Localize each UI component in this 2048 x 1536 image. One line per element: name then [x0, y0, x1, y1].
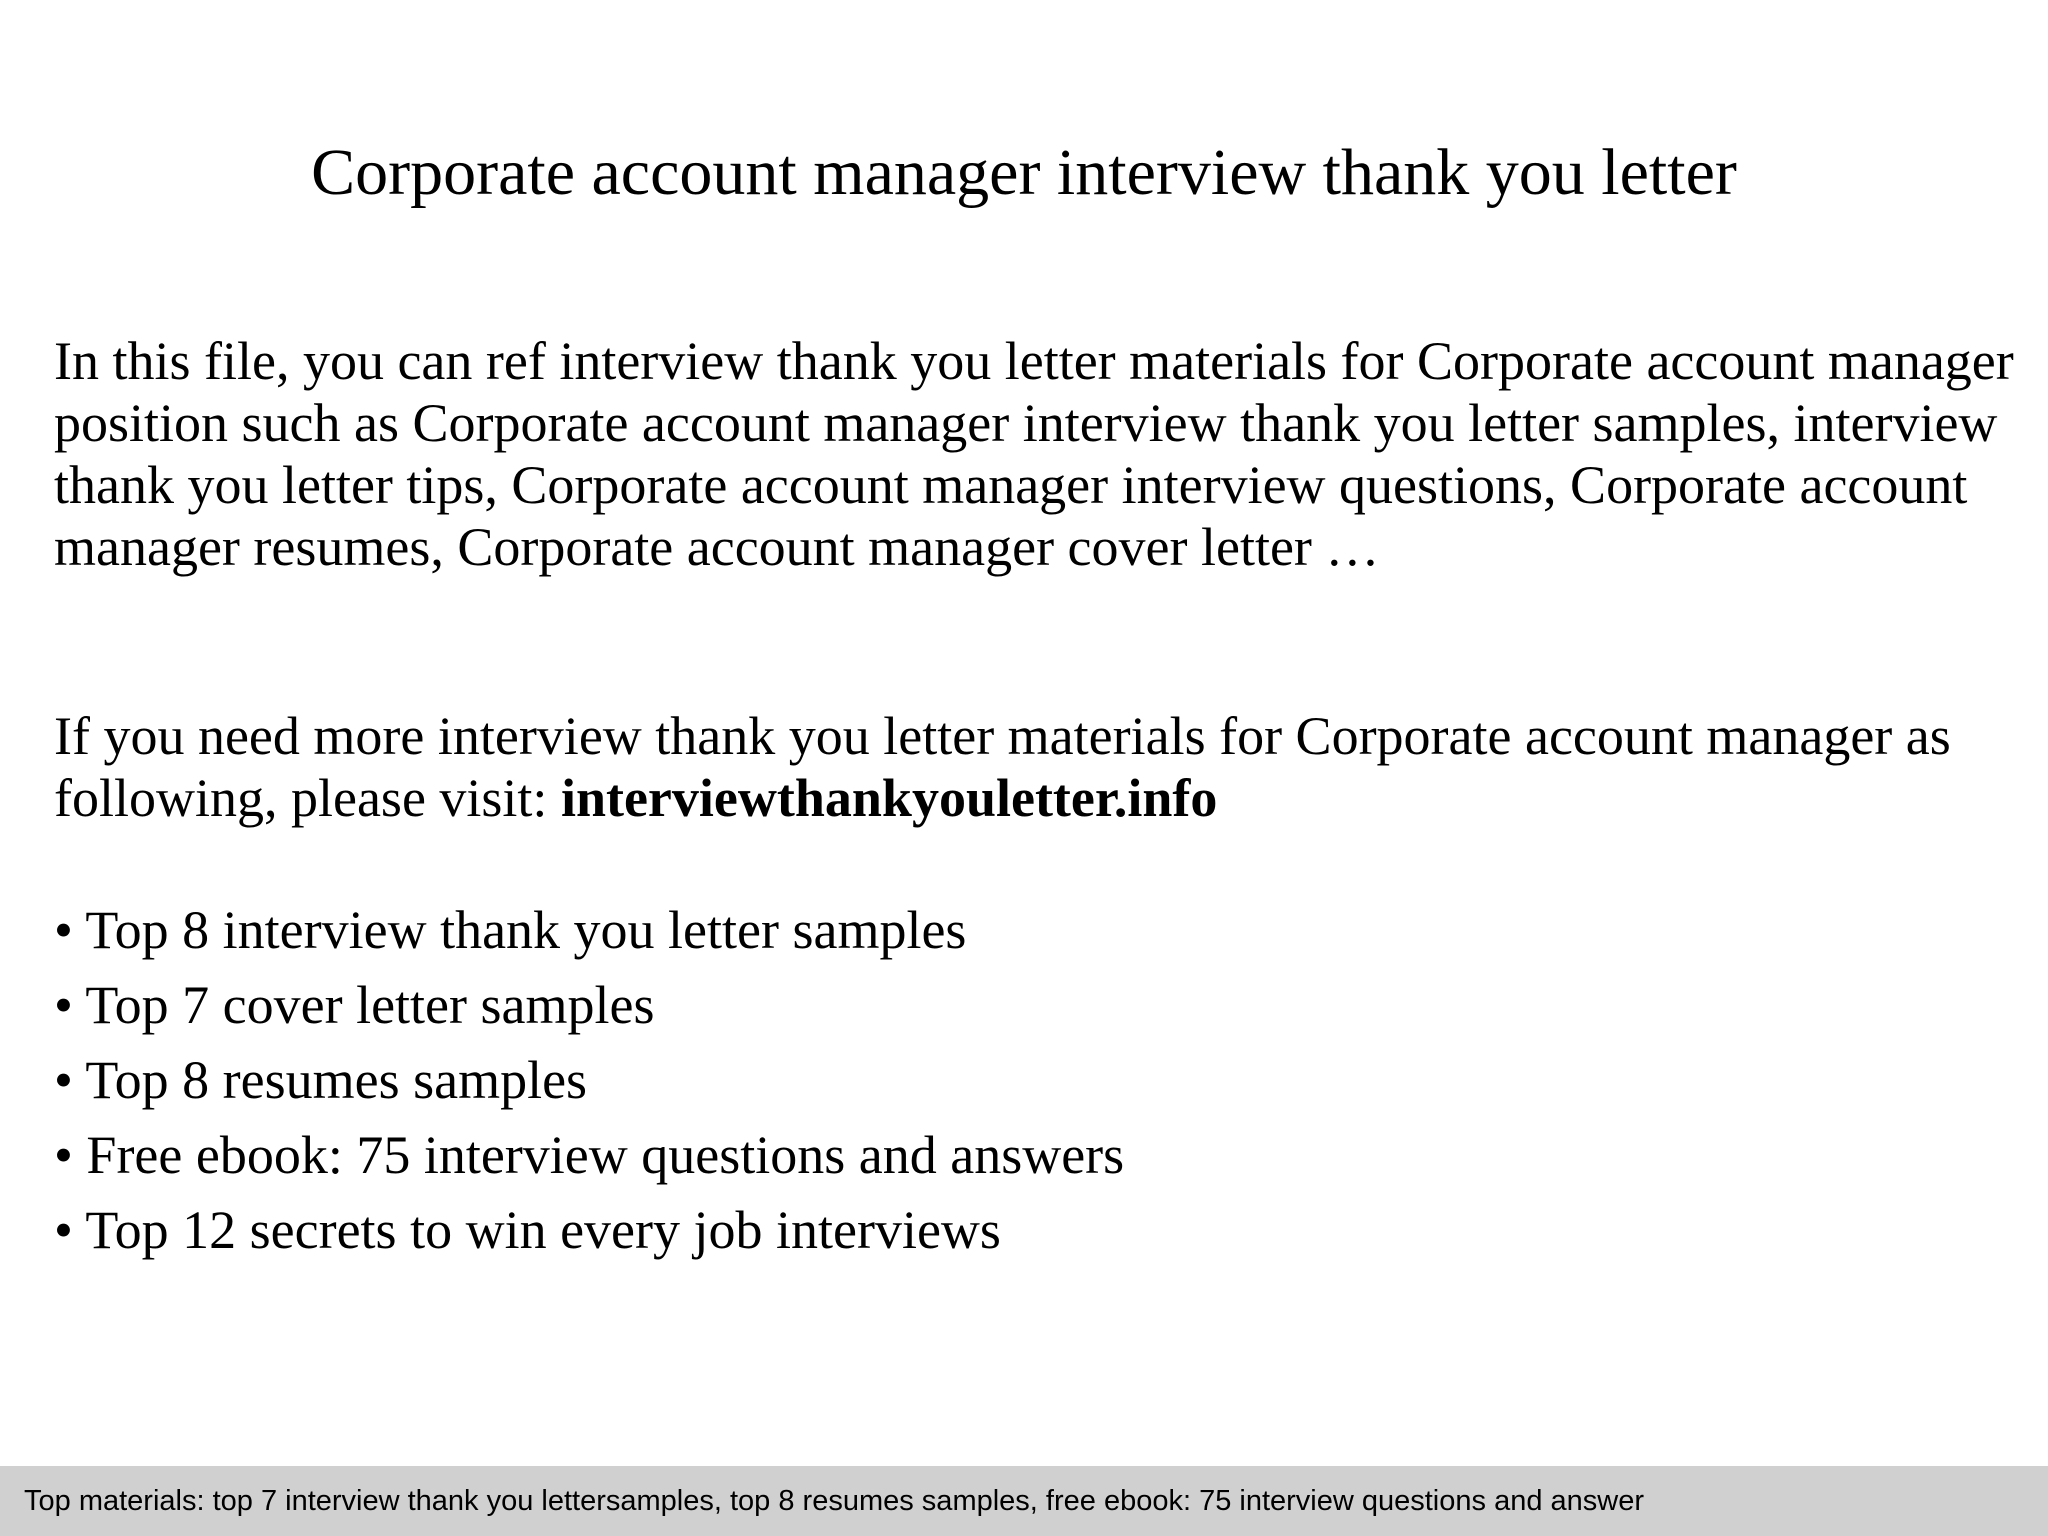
list-item[interactable]: • Top 7 cover letter samples	[54, 975, 655, 1035]
visit-paragraph	[54, 705, 2014, 829]
list-item[interactable]: • Top 12 secrets to win every job interviews	[54, 1200, 1001, 1260]
intro-paragraph: In this file, you can ref interview thank you letter materials for Corporate account manager position such as Corporate account manager interview thank you letter samples, interview thank you letter tips, Corporate account manager interview questions, Corporate account manager resumes, Corporate account manager cover letter …	[54, 331, 2014, 577]
page-title: Corporate account manager interview thank you letter	[311, 136, 1737, 209]
list-item[interactable]: • Top 8 resumes samples	[54, 1050, 588, 1110]
list-item[interactable]: • Top 8 interview thank you letter samples	[54, 900, 967, 960]
footer-text: Top materials: top 7 interview thank you lettersamples, top 8 resumes samples, free ebook: 75 interview questions and answer	[24, 1485, 1644, 1517]
footer-bar	[0, 1466, 2048, 1536]
website-link[interactable]: interviewthankyouletter.info	[560, 768, 1218, 828]
materials-list	[54, 893, 2014, 1268]
list-item[interactable]: • Free ebook: 75 interview questions and answers	[54, 1125, 1125, 1185]
visit-text: If you need more interview thank you letter materials for Corporate account manager as following, please visit:	[54, 706, 1951, 828]
